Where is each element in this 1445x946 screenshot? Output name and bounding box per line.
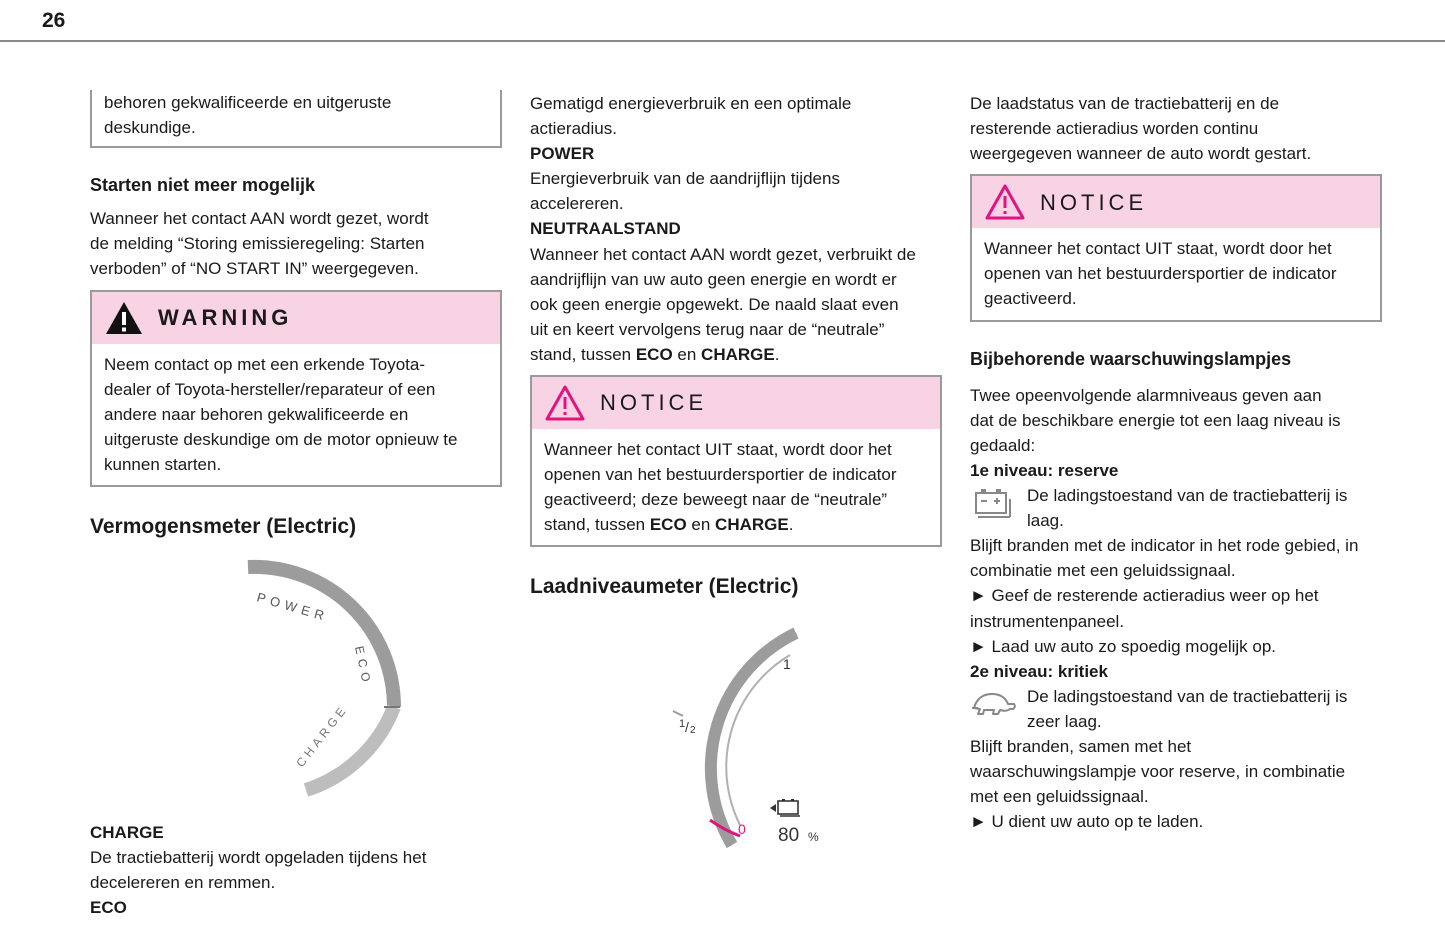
notice-header xyxy=(532,377,940,429)
power-meter-gauge xyxy=(200,555,420,805)
text-line: Neem contact op met een erkende Toyota- xyxy=(104,354,425,374)
level1-icon-row xyxy=(970,483,1382,533)
text-line: resterende actieradius worden continu xyxy=(970,119,1259,139)
icon-text xyxy=(1027,684,1347,734)
text-fragment: en xyxy=(672,344,702,364)
column-1 xyxy=(90,90,502,539)
text-line: waarschuwingslampje voor reserve, in combinatie xyxy=(970,762,1346,782)
text-line: combinatie met een geluidssignaal. xyxy=(970,561,1236,581)
text-fragment: . xyxy=(774,344,780,364)
charge-meter-tick-half xyxy=(673,711,683,716)
charge-meter-mark-half-num: 1 xyxy=(679,718,686,730)
warning-body xyxy=(92,344,500,485)
text-line: De tractiebatterij wordt opgeladen tijdens het xyxy=(90,848,427,868)
text-line: Wanneer het contact UIT staat, wordt door het xyxy=(984,239,1332,259)
text-line: Blijft branden met de indicator in het rode gebied, in xyxy=(970,536,1359,556)
text-line: accelereren. xyxy=(530,194,624,214)
charge-meter-value: 80 xyxy=(778,825,800,846)
notice-body xyxy=(532,429,940,545)
warning-title: WARNING xyxy=(158,305,293,331)
text-line: dealer of Toyota-hersteller/reparateur of een xyxy=(104,379,436,399)
charge-meter-mark-full: 1 xyxy=(783,656,791,672)
power-meter-arc-power xyxy=(248,567,394,707)
text-line: Twee opeenvolgende alarmniveaus geven aan xyxy=(970,385,1322,405)
text-fragment: stand, tussen xyxy=(544,515,650,535)
warning-triangle-icon xyxy=(104,300,144,336)
notice-header xyxy=(972,176,1380,228)
power-meter-label-power: POWER xyxy=(255,589,331,625)
text-line: zeer laag. xyxy=(1027,711,1102,731)
text-line: verboden” of “NO START IN” weergegeven. xyxy=(90,259,419,279)
text-line: De ladingstoestand van de tractiebatterij is xyxy=(1027,486,1348,506)
text-line: actieradius. xyxy=(530,119,617,139)
charge-meter-mark-empty: 0 xyxy=(738,821,746,837)
notice-box xyxy=(970,174,1382,321)
text-line: openen van het bestuurdersportier de indicator xyxy=(984,264,1337,284)
header-rule xyxy=(0,40,1445,42)
subheading-warning-lamps: Bijbehorende waarschuwingslampjes xyxy=(970,348,1292,369)
text-line: decelereren en remmen. xyxy=(90,873,276,893)
power-label: POWER xyxy=(530,144,595,164)
text-line: andere naar behoren gekwalificeerde en xyxy=(104,404,409,424)
icon-cell xyxy=(970,483,1027,533)
text-line: De laadstatus van de tractiebatterij en de xyxy=(970,94,1280,113)
text-line: Wanneer het contact UIT staat, wordt door het xyxy=(544,440,892,460)
battery-plug-icon xyxy=(770,799,800,816)
text-line: uitgeruste deskundige om de motor opnieuw te xyxy=(104,429,458,449)
text-line: geactiveerd. xyxy=(984,289,1077,309)
text-line: instrumentenpaneel. xyxy=(970,611,1125,631)
text-line: Blijft branden, samen met het xyxy=(970,736,1192,756)
bullet-item: ► Laad uw auto zo spoedig mogelijk op. xyxy=(970,636,1277,656)
text-line xyxy=(544,512,930,537)
text-line: geactiveerd; deze beweegt naar de “neutrale” xyxy=(544,490,888,510)
charge-meter-unit: % xyxy=(808,830,819,844)
warning-header xyxy=(92,292,500,344)
section-heading-charge-meter: Laadniveaumeter (Electric) xyxy=(530,575,799,599)
charge-label: CHARGE xyxy=(90,823,164,842)
text-line: behoren gekwalificeerde en uitgeruste xyxy=(104,93,392,112)
text-line: Wanneer het contact AAN wordt gezet, verbruikt de xyxy=(530,244,916,264)
text-line: kunnen starten. xyxy=(104,454,222,474)
eco-term: ECO xyxy=(635,344,673,364)
text-line: openen van het bestuurdersportier de indicator xyxy=(544,465,897,485)
charge-term: CHARGE xyxy=(701,344,775,364)
text-line: deskundige. xyxy=(104,118,196,138)
charge-meter-gauge xyxy=(630,615,840,875)
text-line: de melding “Storing emissieregeling: Starten xyxy=(90,234,425,254)
text-line: Wanneer het contact AAN wordt gezet, wordt xyxy=(90,209,429,229)
text-line: De ladingstoestand van de tractiebatterij is xyxy=(1027,686,1348,706)
notice-title: NOTICE xyxy=(1040,189,1148,215)
text-fragment: en xyxy=(686,515,716,535)
icon-cell xyxy=(970,684,1027,734)
text-line: met een geluidssignaal. xyxy=(970,787,1149,807)
column-3 xyxy=(970,91,1382,834)
section-heading-power-meter: Vermogensmeter (Electric) xyxy=(90,515,357,539)
paragraph xyxy=(90,206,502,281)
bullet-item: ► U dient uw auto op te laden. xyxy=(970,812,1204,832)
paragraph xyxy=(970,383,1382,835)
charge-term: CHARGE xyxy=(715,515,789,535)
text-line: gedaald: xyxy=(970,435,1036,455)
text-line: aandrijflijn van uw auto geen energie en wordt er xyxy=(530,269,897,289)
text-line: ook geen energie opgewekt. De naald slaat even xyxy=(530,294,899,314)
notice-triangle-icon xyxy=(544,384,586,422)
level1-label: 1e niveau: reserve xyxy=(970,460,1119,480)
text-line: weergegeven wanneer de auto wordt gestart. xyxy=(970,144,1312,164)
column-1-bottom xyxy=(90,820,502,920)
text-line: Energieverbruik van de aandrijflijn tijdens xyxy=(530,169,840,189)
text-fragment: stand, tussen xyxy=(530,344,636,364)
notice-box xyxy=(530,375,942,547)
text-line: Gematigd energieverbruik en een optimale xyxy=(530,94,852,113)
warning-continuation-box xyxy=(90,90,502,148)
notice-body xyxy=(972,228,1380,319)
notice-title: NOTICE xyxy=(600,390,708,416)
text-line: dat de beschikbare energie tot een laag niveau is xyxy=(970,410,1341,430)
text-line xyxy=(530,342,942,367)
power-meter-label-eco: ECO xyxy=(352,644,375,688)
notice-triangle-icon xyxy=(984,183,1026,221)
text-line: laag. xyxy=(1027,511,1064,531)
text-line: uit en keert vervolgens terug naar de “neutrale” xyxy=(530,319,885,339)
eco-label: ECO xyxy=(90,898,127,918)
turtle-icon xyxy=(970,688,1018,718)
subheading-start: Starten niet meer mogelijk xyxy=(90,175,316,196)
level2-icon-row xyxy=(970,684,1382,734)
level2-label: 2e niveau: kritiek xyxy=(970,661,1108,681)
power-meter-label-charge: CHARGE xyxy=(293,701,351,770)
bullet-item: ► Geef de resterende actieradius weer op het xyxy=(970,586,1319,606)
neutral-label: NEUTRAALSTAND xyxy=(530,219,681,239)
eco-term: ECO xyxy=(649,515,687,535)
page-number: 26 xyxy=(42,9,66,32)
text-fragment: . xyxy=(788,515,794,535)
battery-icon xyxy=(970,487,1014,521)
column-2 xyxy=(530,91,942,600)
charge-meter-mark-half-den: 2 xyxy=(690,725,696,736)
charge-meter-mark-half-slash: / xyxy=(685,719,689,735)
warning-box xyxy=(90,290,502,487)
icon-text xyxy=(1027,483,1347,533)
